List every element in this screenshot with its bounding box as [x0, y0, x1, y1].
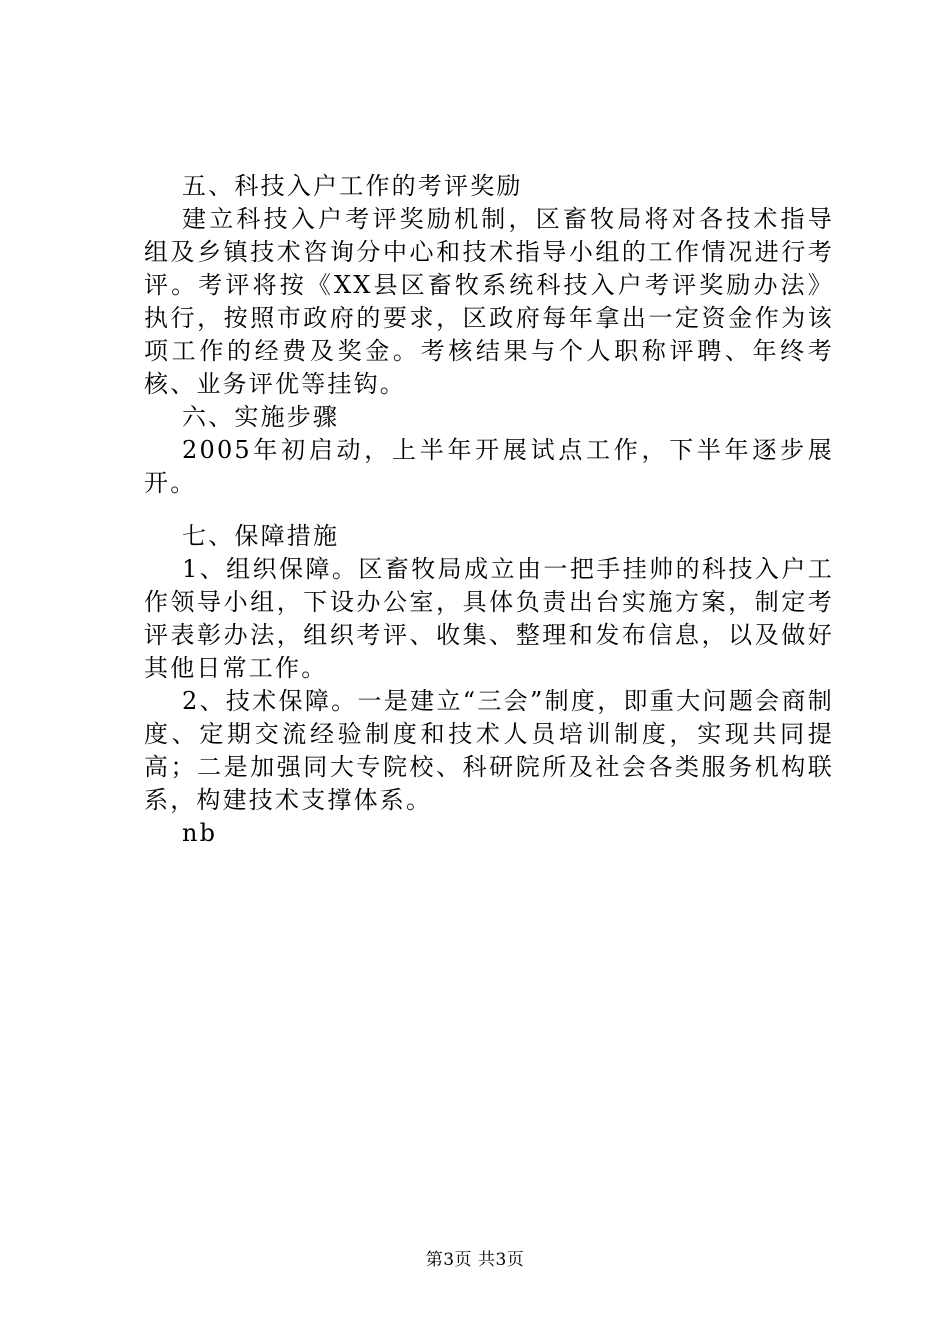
section-heading-6: 六、实施步骤 [182, 403, 340, 431]
page-footer: 第3页 共3页 [425, 1250, 525, 1270]
document-body [144, 170, 834, 850]
section-heading-5: 五、科技入户工作的考评奖励 [182, 172, 523, 200]
paragraph-organization: 1、组织保障。区畜牧局成立由一把手挂帅的科技入户工作领导小组，下设办公室，具体负责出台实施方案，制定考评表彰办法，组织考评、收集、整理和发布信息，以及做好其他日常工作。 [144, 555, 834, 682]
paragraph-evaluation: 建立科技入户考评奖励机制，区畜牧局将对各技术指导组及乡镇技术咨询分中心和技术指导小组的工作情况进行考评。考评将按《XX县区畜牧系统科技入户考评奖励办法》执行，按照市政府的要求，区政府每年拿出一定资金作为该项工作的经费及奖金。考核结果与个人职称评聘、年终考核、业务评优等挂钩。 [144, 205, 834, 398]
paragraph-trailing-text: nb [182, 819, 218, 847]
paragraph-technical: 2、技术保障。一是建立“三会”制度，即重大问题会商制度、定期交流经验制度和技术人员培训制度，实现共同提高；二是加强同大专院校、科研院所及社会各类服务机构联系，构建技术支撑体系。 [144, 687, 834, 814]
section-heading-7: 七、保障措施 [182, 522, 340, 550]
paragraph-steps: 2005年初启动，上半年开展试点工作，下半年逐步展开。 [144, 436, 834, 497]
